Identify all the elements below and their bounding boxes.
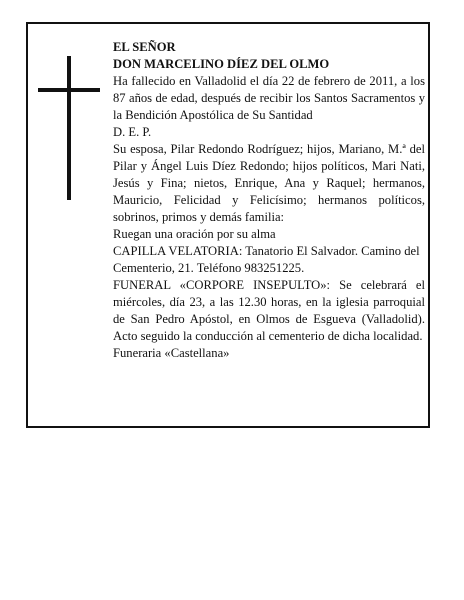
cross-vertical-bar xyxy=(67,56,71,200)
notice-text xyxy=(113,39,425,362)
prayer-line: Ruegan una oración por su alma xyxy=(113,227,276,241)
cross-icon xyxy=(38,56,100,200)
funeral-paragraph: FUNERAL «CORPORE INSEPULTO»: Se celebrará el miércoles, día 23, a las 12.30 horas, en la iglesia parroquial de San Pedro Apóstol, en Olmos de Esgueva (Valladolid). Acto seguido la conducción al cementerio de dicha localidad. xyxy=(113,278,425,343)
funeral-home-line: Funeraria «Castellana» xyxy=(113,346,230,360)
obituary-notice xyxy=(26,22,430,428)
cross-horizontal-bar xyxy=(38,88,100,92)
passing-paragraph: Ha fallecido en Valladolid el día 22 de febrero de 2011, a los 87 años de edad, después de recibir los Santos Sacramentos y la Bendición Apostólica de Su Santidad xyxy=(113,74,425,122)
dep-line: D. E. P. xyxy=(113,125,152,139)
family-paragraph: Su esposa, Pilar Redondo Rodríguez; hijos, Mariano, M.ª del Pilar y Ángel Luis Díez Redondo; hijos políticos, Mari Nati, Jesús y Fina; nietos, Enrique, Ana y Raquel; hermanos, Mauricio, Felicidad y Felicísimo; hermanos políticos, sobrinos, primos y demás familia: xyxy=(113,142,425,224)
notice-title: EL SEÑOR xyxy=(113,40,176,54)
deceased-name: DON MARCELINO DÍEZ DEL OLMO xyxy=(113,57,330,71)
chapel-paragraph: CAPILLA VELATORIA: Tanatorio El Salvador. Camino del Cementerio, 21. Teléfono 983251225. xyxy=(113,244,420,275)
